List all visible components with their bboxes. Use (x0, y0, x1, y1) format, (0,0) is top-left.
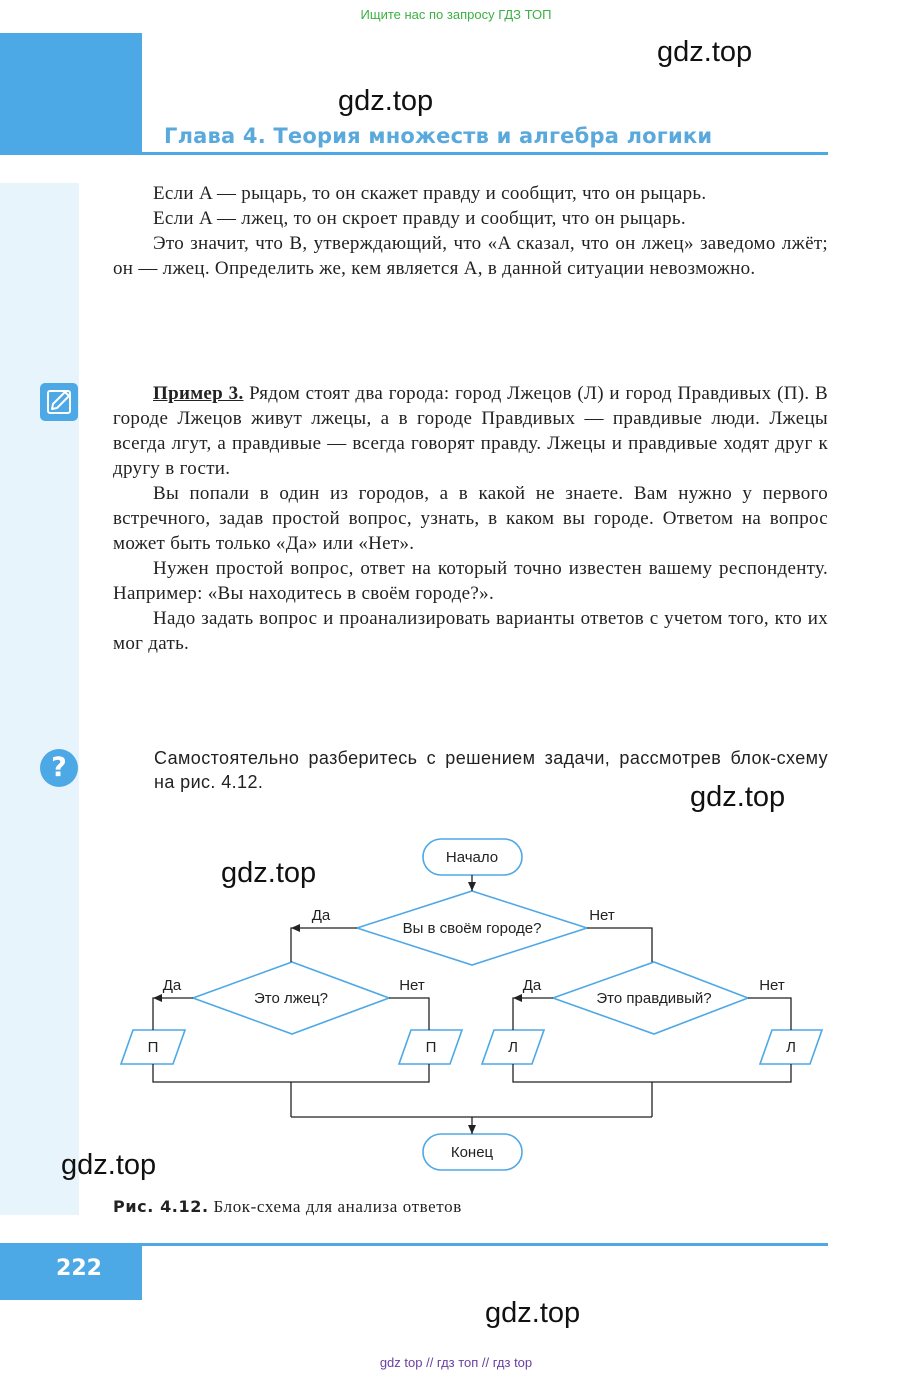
question-left-label: Это лжец? (253, 990, 329, 1007)
bottom-links[interactable]: gdz top // гдз топ // гдз top (379, 1355, 533, 1370)
output-p-label: П (425, 1039, 437, 1056)
no-label: Нет (399, 977, 425, 994)
yes-label: Да (311, 907, 331, 924)
end-label: Конец (450, 1144, 494, 1161)
paragraph: Вы попали в один из городов, а в какой не знаете. Вам нужно у первого встречного, задав простой вопрос, узнать, в каком вы городе. Ответом на вопрос может быть только «Да» или «Нет». (113, 483, 828, 554)
watermark: gdz.top (485, 1297, 581, 1329)
paragraph: Это значит, что B, утверждающий, что «A сказал, что он лжец» заведомо лжёт; он — лжец. Определить же, кем является A, в данной ситуации невозможно. (113, 233, 828, 279)
top-banner[interactable]: Ищите нас по запросу ГДЗ ТОП (360, 7, 552, 22)
question-right-label: Это правдивый? (596, 990, 712, 1007)
example-intro: Рядом стоят два города: город Лжецов (Л) и город Правдивых (П). В городе Лжецов живут лжецы, а в городе Правдивых — правдивые люди. Лжецы всегда лгут, а правдивые — всегда говорят правду. Лжецы и правдивые ходят друг к другу в гости. (113, 383, 829, 479)
yes-label: Да (522, 977, 542, 994)
task-text: Самостоятельно разберитесь с решением задачи, рассмотрев блок-схему на рис. 4.12. (154, 748, 828, 792)
page-number: 222 (56, 1256, 102, 1281)
no-label: Нет (589, 907, 615, 924)
output-l-label: Л (786, 1039, 796, 1056)
chapter-title: Глава 4. Теория множеств и алгебра логики (164, 124, 713, 148)
question-main-label: Вы в своём городе? (402, 920, 542, 937)
question-icon: ? (40, 749, 78, 787)
start-label: Начало (445, 849, 499, 866)
paragraph: Надо задать вопрос и проанализировать варианты ответов с учетом того, кто их мог дать. (113, 608, 828, 654)
intro-text (113, 181, 828, 281)
paragraph: Если A — рыцарь, то он скажет правду и сообщит, что он рыцарь. (153, 183, 707, 204)
watermark: gdz.top (690, 781, 786, 813)
caption-label: Рис. 4.12. (113, 1197, 209, 1216)
header-color-block (0, 33, 142, 155)
watermark: gdz.top (221, 857, 317, 889)
example-label: Пример 3. (153, 383, 244, 404)
output-l-label: Л (508, 1039, 518, 1056)
watermark: gdz.top (338, 85, 434, 117)
example-text (113, 381, 828, 656)
paragraph: Если A — лжец, то он скроет правду и сообщит, что он рыцарь. (153, 208, 686, 229)
no-label: Нет (759, 977, 785, 994)
watermark: gdz.top (61, 1149, 157, 1181)
output-p-label: П (147, 1039, 159, 1056)
caption-text: Блок-схема для анализа ответов (208, 1197, 462, 1216)
margin-strip (0, 183, 79, 1215)
header-rule (142, 152, 828, 155)
yes-label: Да (162, 977, 182, 994)
pencil-icon (40, 383, 78, 421)
watermark: gdz.top (657, 36, 753, 68)
figure-caption (113, 1197, 462, 1217)
footer-rule (142, 1243, 828, 1246)
flowchart (110, 830, 840, 1175)
paragraph: Нужен простой вопрос, ответ на который точно известен вашему респонденту. Например: «Вы находитесь в своём городе?». (113, 558, 828, 604)
